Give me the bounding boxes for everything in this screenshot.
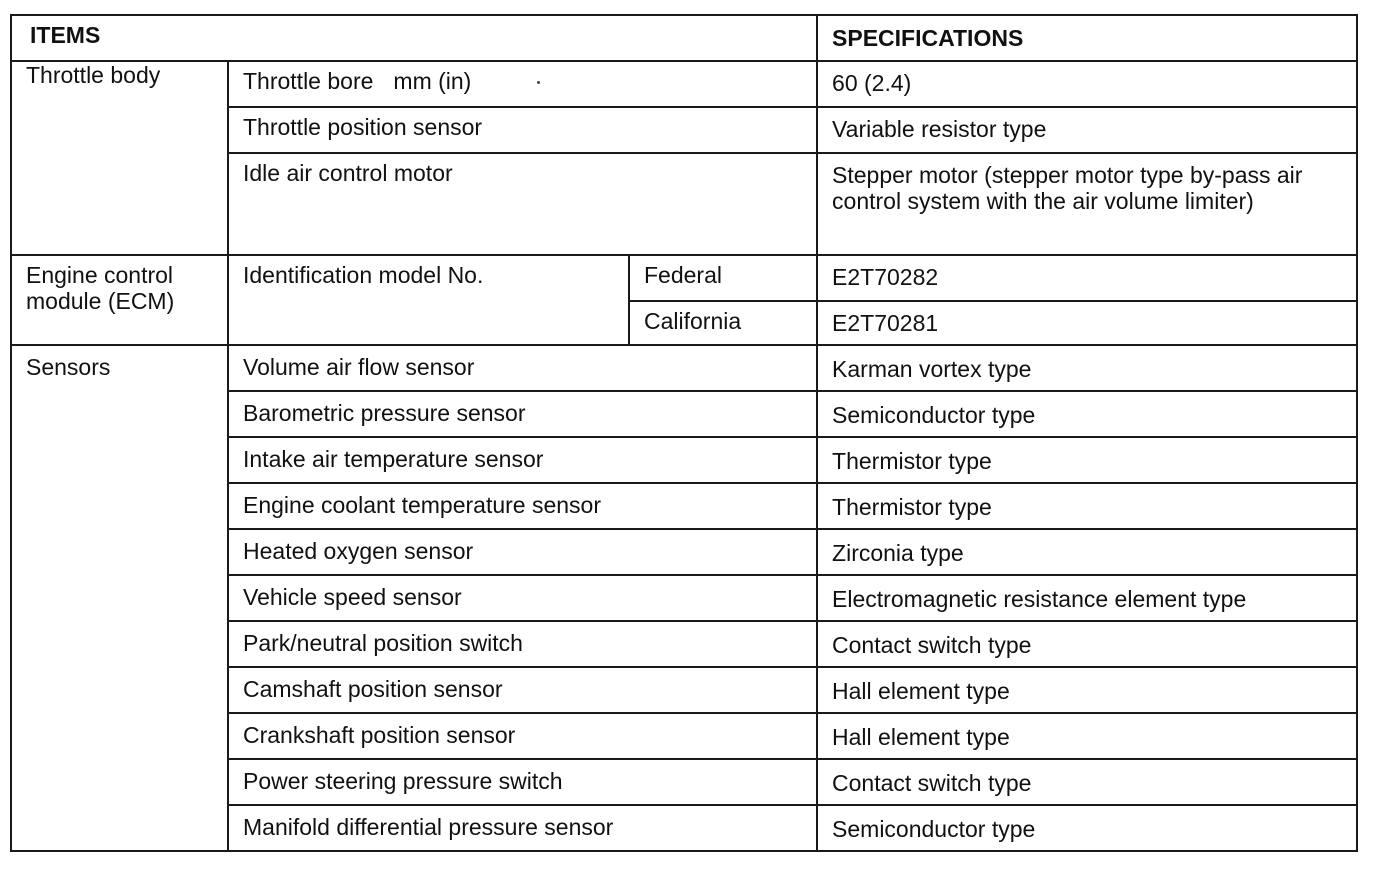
item-label: Throttle bore: [243, 68, 374, 94]
spec-cell: 60 (2.4): [817, 61, 1357, 107]
item-cell: Camshaft position sensor: [228, 667, 817, 713]
items-header: ITEMS: [11, 15, 817, 61]
spec-cell: Stepper motor (stepper motor type by-pass air control system with the air volume limiter): [817, 153, 1357, 255]
item-cell: Power steering pressure switch: [228, 759, 817, 805]
item-cell: Throttle position sensor: [228, 107, 817, 153]
item-cell: Engine coolant temperature sensor: [228, 483, 817, 529]
spec-cell: Electromagnetic resistance element type: [817, 575, 1357, 621]
variant-cell: Federal: [629, 255, 817, 301]
spec-cell: Thermistor type: [817, 483, 1357, 529]
item-cell: Crankshaft position sensor: [228, 713, 817, 759]
speck-mark: [537, 81, 540, 84]
spec-cell: Hall element type: [817, 667, 1357, 713]
item-cell: Intake air temperature sensor: [228, 437, 817, 483]
spec-cell: Hall element type: [817, 713, 1357, 759]
group-label-sensors: Sensors: [11, 345, 228, 851]
unit-label: mm (in): [393, 68, 472, 94]
table-row: [11, 61, 1357, 107]
spec-cell: Zirconia type: [817, 529, 1357, 575]
item-cell: Idle air control motor: [228, 153, 817, 255]
item-cell: Identification model No.: [228, 255, 629, 345]
spec-cell: Thermistor type: [817, 437, 1357, 483]
item-cell: [228, 61, 817, 107]
specifications-header: SPECIFICATIONS: [817, 15, 1357, 61]
item-cell: Heated oxygen sensor: [228, 529, 817, 575]
item-cell: Barometric pressure sensor: [228, 391, 817, 437]
group-label-ecm: Engine control module (ECM): [11, 255, 228, 345]
spec-cell: E2T70282: [817, 255, 1357, 301]
item-cell: Volume air flow sensor: [228, 345, 817, 391]
table-row: [11, 345, 1357, 391]
spec-cell: Contact switch type: [817, 759, 1357, 805]
table-row: [11, 255, 1357, 301]
item-cell: Park/neutral position switch: [228, 621, 817, 667]
variant-cell: California: [629, 301, 817, 345]
spec-cell: Semiconductor type: [817, 805, 1357, 851]
spec-cell: Semiconductor type: [817, 391, 1357, 437]
spec-cell: Contact switch type: [817, 621, 1357, 667]
spec-cell: E2T70281: [817, 301, 1357, 345]
spec-cell: Variable resistor type: [817, 107, 1357, 153]
header-row: [11, 15, 1357, 61]
specifications-table: [10, 14, 1358, 852]
group-label-throttle-body: Throttle body: [11, 61, 228, 255]
spec-cell: Karman vortex type: [817, 345, 1357, 391]
item-cell: Vehicle speed sensor: [228, 575, 817, 621]
item-cell: Manifold differential pressure sensor: [228, 805, 817, 851]
